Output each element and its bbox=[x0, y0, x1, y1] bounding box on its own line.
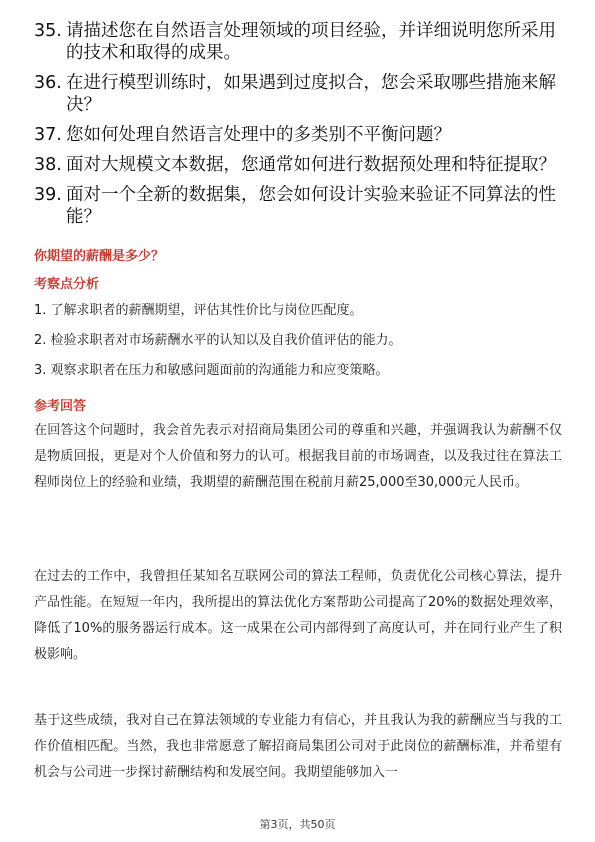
paragraph-text: 在回答这个问题时，我会首先表示对招商局集团公司的尊重和兴趣，并强调我认为薪酬不仅是物质回报，更是对个人价值和努力的认可。根据我目前的市场调查，以及我过往在算法工程师岗位上的经验和业绩，我期望的薪酬范围在税前月薪25,000至30,000元人民币。 bbox=[34, 423, 562, 490]
question-number: 37. bbox=[34, 125, 62, 145]
list-item bbox=[34, 20, 564, 64]
focus-point: 1. 了解求职者的薪酬期望，评估其性价比与岗位匹配度。 bbox=[34, 303, 363, 318]
question-title: 你期望的薪酬是多少？ bbox=[34, 249, 165, 264]
focus-point: 2. 检验求职者对市场薪酬水平的认知以及自我价值评估的能力。 bbox=[34, 333, 402, 348]
question-text: 面对大规模文本数据，您通常如何进行数据预处理和特征提取？ bbox=[66, 155, 556, 175]
question-list bbox=[34, 20, 564, 236]
focus-heading: 考察点分析 bbox=[34, 277, 100, 292]
answer-paragraph bbox=[34, 564, 562, 668]
answer-heading: 参考回答 bbox=[34, 399, 87, 414]
answer-paragraph bbox=[34, 418, 562, 496]
question-text: 请描述您在自然语言处理领域的项目经验，并详细说明您所采用的技术和取得的成果。 bbox=[66, 21, 556, 63]
question-number: 35. bbox=[34, 21, 62, 41]
paragraph-text: 在过去的工作中，我曾担任某知名互联网公司的算法工程师，负责优化公司核心算法，提升产品性能。在短短一年内，我所提出的算法优化方案帮助公司提高了20%的数据处理效率，降低了10%的服务器运行成本。这一成果在公司内部得到了高度认可，并在同行业产生了积极影响。 bbox=[34, 569, 562, 662]
question-text: 面对一个全新的数据集，您会如何设计实验来验证不同算法的性能？ bbox=[66, 185, 556, 227]
list-item bbox=[34, 154, 564, 176]
question-number: 36. bbox=[34, 73, 62, 93]
question-text: 在进行模型训练时，如果遇到过度拟合，您会采取哪些措施来解决？ bbox=[66, 73, 556, 115]
list-item bbox=[34, 184, 564, 228]
paragraph-text: 基于这些成绩，我对自己在算法领域的专业能力有信心，并且我认为我的薪酬应当与我的工作价值相匹配。当然，我也非常愿意了解招商局集团公司对于此岗位的薪酬标准，并希望有机会与公司进一步探讨薪酬结构和发展空间。我期望能够加入一 bbox=[34, 713, 562, 780]
question-text: 您如何处理自然语言处理中的多类别不平衡问题？ bbox=[66, 125, 451, 145]
page-footer: 第3页，共50页 bbox=[259, 818, 336, 831]
list-item bbox=[34, 124, 564, 146]
question-number: 38. bbox=[34, 155, 62, 175]
answer-paragraph bbox=[34, 708, 562, 786]
list-item bbox=[34, 72, 564, 116]
focus-point: 3. 观察求职者在压力和敏感问题面前的沟通能力和应变策略。 bbox=[34, 363, 389, 378]
question-number: 39. bbox=[34, 185, 62, 205]
